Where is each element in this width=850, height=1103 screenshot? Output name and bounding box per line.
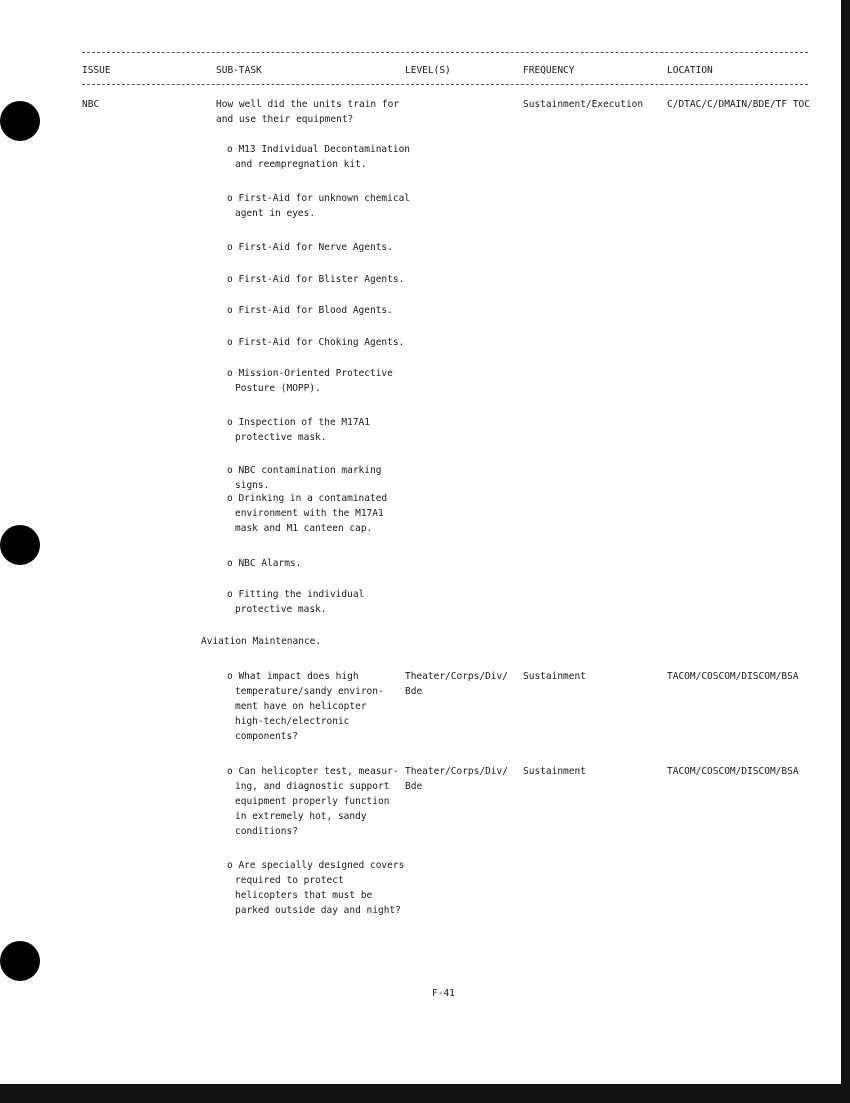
list-item-line: o Drinking in a contaminated <box>227 493 388 504</box>
list-item-line: o Inspection of the M17A1 <box>227 417 370 428</box>
list-item-line: o M13 Individual Decontamination <box>227 144 411 155</box>
list-item-line: protective mask. <box>235 604 327 615</box>
header-rule-bottom <box>82 84 808 85</box>
list-item-line: o Are specially designed covers <box>227 860 405 871</box>
list-item-line: o First-Aid for Nerve Agents. <box>227 242 393 253</box>
level-line: Theater/Corps/Div/ <box>405 766 508 777</box>
level-line: Theater/Corps/Div/ <box>405 671 508 682</box>
list-item <box>227 366 393 396</box>
list-item-line: o Mission-Oriented Protective <box>227 368 393 379</box>
list-item <box>227 191 410 221</box>
list-item-line: equipment properly function <box>235 796 390 807</box>
list-item-line: protective mask. <box>235 432 327 443</box>
list-item-line: environment with the M17A1 <box>235 508 384 519</box>
scan-border-bottom <box>0 1084 850 1103</box>
list-item-line: high-tech/electronic <box>235 716 350 727</box>
header-sub-task: SUB-TASK <box>216 65 262 76</box>
list-item-line: o First-Aid for unknown chemical <box>227 193 411 204</box>
nbc-question-line-2: and use their equipment? <box>216 114 354 125</box>
list-item <box>227 491 387 536</box>
list-item <box>227 415 370 445</box>
page-number: F-41 <box>432 988 455 999</box>
aviation-item <box>227 669 384 744</box>
aviation-item-frequency: Sustainment <box>523 671 586 682</box>
list-item <box>227 463 381 493</box>
aviation-item-level <box>405 764 508 794</box>
aviation-item-location: TACOM/COSCOM/DISCOM/BSA <box>667 671 799 682</box>
list-item-line: o First-Aid for Blister Agents. <box>227 274 405 285</box>
nbc-question-line-1: How well did the units train for <box>216 99 400 110</box>
list-item-line: o NBC contamination marking <box>227 465 382 476</box>
list-item <box>227 556 301 571</box>
list-item-line: parked outside day and night? <box>235 905 401 916</box>
nbc-frequency: Sustainment/Execution <box>523 99 644 110</box>
punch-hole-middle <box>0 525 40 565</box>
list-item <box>227 240 393 255</box>
header-rule-top <box>82 52 808 53</box>
list-item <box>227 587 364 617</box>
list-item-line: ment have on helicopter <box>235 701 367 712</box>
list-item-line: conditions? <box>235 826 298 837</box>
list-item-line: agent in eyes. <box>235 208 316 219</box>
list-item <box>227 303 393 318</box>
header-issue: ISSUE <box>82 65 111 76</box>
list-item-line: o First-Aid for Choking Agents. <box>227 337 405 348</box>
list-item-line: o Fitting the individual <box>227 589 365 600</box>
list-item-line: and reempregnation kit. <box>235 159 367 170</box>
list-item <box>227 272 404 287</box>
list-item <box>227 142 410 172</box>
list-item-line: helicopters that must be <box>235 890 373 901</box>
list-item-line: in extremely hot, sandy <box>235 811 367 822</box>
list-item-line: o Can helicopter test, measur- <box>227 766 399 777</box>
issue-nbc: NBC <box>82 99 100 110</box>
nbc-question <box>216 97 399 127</box>
aviation-item <box>227 858 404 918</box>
list-item-line: o What impact does high <box>227 671 359 682</box>
list-item-line: temperature/sandy environ- <box>235 686 384 697</box>
level-line: Bde <box>405 686 423 697</box>
aviation-item-level <box>405 669 508 699</box>
list-item-line: components? <box>235 731 298 742</box>
list-item-line: o First-Aid for Blood Agents. <box>227 305 393 316</box>
punch-hole-bottom <box>0 941 40 981</box>
aviation-item-location: TACOM/COSCOM/DISCOM/BSA <box>667 766 799 777</box>
list-item-line: o NBC Alarms. <box>227 558 302 569</box>
aviation-item <box>227 764 399 839</box>
header-location: LOCATION <box>667 65 713 76</box>
list-item <box>227 335 404 350</box>
punch-hole-top <box>0 101 40 141</box>
nbc-location: C/DTAC/C/DMAIN/BDE/TF TOC <box>667 99 810 110</box>
aviation-item-frequency: Sustainment <box>523 766 586 777</box>
list-item-line: Posture (MOPP). <box>235 383 321 394</box>
list-item-line: required to protect <box>235 875 344 886</box>
aviation-heading: Aviation Maintenance. <box>201 636 322 647</box>
level-line: Bde <box>405 781 423 792</box>
list-item-line: signs. <box>235 480 270 491</box>
header-frequency: FREQUENCY <box>523 65 575 76</box>
list-item-line: mask and M1 canteen cap. <box>235 523 373 534</box>
header-level: LEVEL(S) <box>405 65 451 76</box>
scan-border-right <box>841 0 850 1103</box>
list-item-line: ing, and diagnostic support <box>235 781 390 792</box>
